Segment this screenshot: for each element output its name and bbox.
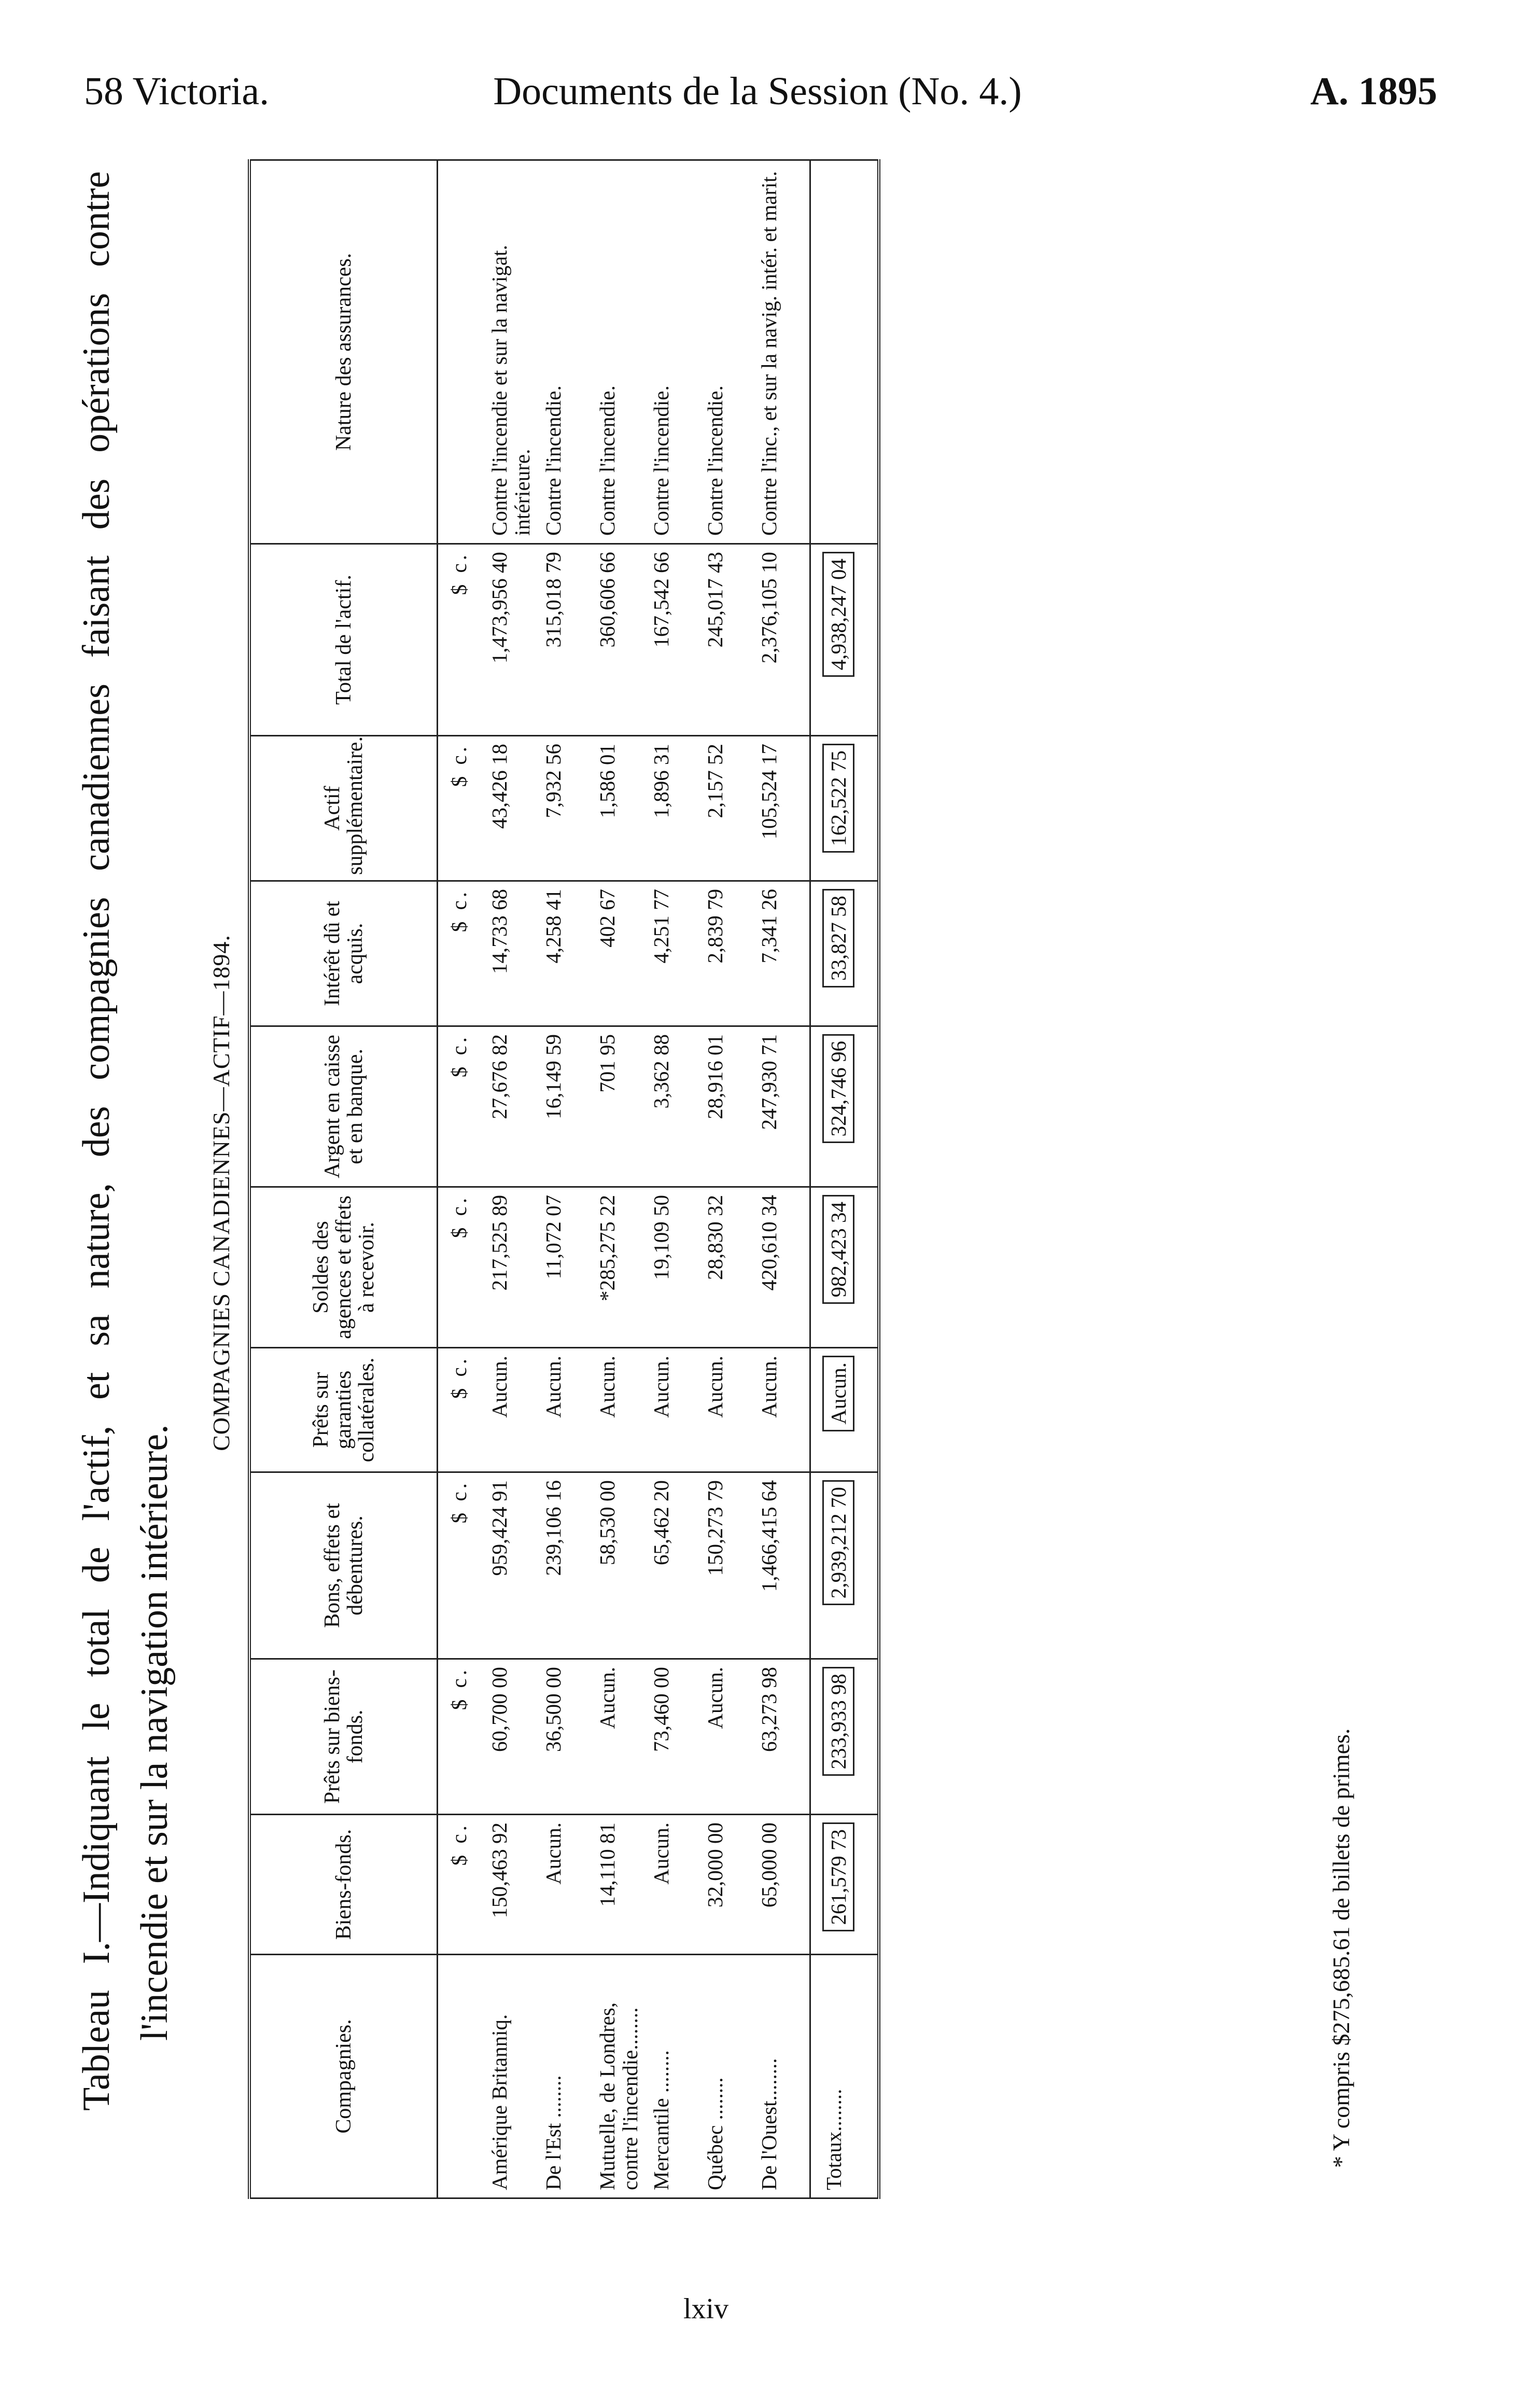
table-row	[594, 160, 648, 2198]
col-header-prets-garanties: Prêts sur garanties collatérales.	[249, 1348, 438, 1472]
title-line-1: Tableau I.—Indiquant le total de l'actif, et sa nature, des compagnies canadiennes faisant des opérations contre	[75, 171, 118, 2111]
total-interet	[810, 881, 875, 1026]
units-cell: $ c.	[438, 1815, 486, 1955]
total-value: 324,746 96	[822, 1034, 854, 1144]
cell-biens-fonds: 14,110 81	[594, 1815, 648, 1955]
cell-biens-fonds: Aucun.	[648, 1815, 702, 1955]
cell-prets-biens-fonds: 63,273 98	[755, 1659, 810, 1815]
rule-cell	[874, 881, 879, 1026]
cell-actif-supplementaire: 2,157 52	[702, 736, 755, 881]
cell-argent-caisse: 701 95	[594, 1026, 648, 1187]
cell-nature: Contre l'incendie et sur la navigat. intérieure.	[486, 160, 540, 544]
company-name: Mutuelle, de Londres, contre l'incendie........	[594, 1955, 648, 2198]
rule-cell	[874, 1955, 879, 2198]
cell-actif-supplementaire: 7,932 56	[540, 736, 594, 881]
col-header-compagnies: Compagnies.	[249, 1955, 438, 2198]
cell-argent-caisse: 247,930 71	[755, 1026, 810, 1187]
totals-label: Totaux........	[810, 1955, 875, 2198]
total-prets-biens-fonds	[810, 1659, 875, 1815]
cell-prets-biens-fonds: Aucun.	[702, 1659, 755, 1815]
total-total-actif	[810, 544, 875, 736]
total-value: 4,938,247 04	[822, 552, 854, 677]
total-argent-caisse	[810, 1026, 875, 1187]
cell-nature: Contre l'inc., et sur la navig. intér. et marit.	[755, 160, 810, 544]
cell-prets-biens-fonds: Aucun.	[594, 1659, 648, 1815]
cell-prets-garanties: Aucun.	[648, 1348, 702, 1472]
cell-total-actif: 167,542 66	[648, 544, 702, 736]
total-biens-fonds	[810, 1815, 875, 1955]
rule-cell	[874, 160, 879, 544]
company-name: De l'Ouest........	[755, 1955, 810, 2198]
company-name: De l'Est ........	[540, 1955, 594, 2198]
cell-bons-effets: 58,530 00	[594, 1472, 648, 1659]
cell-soldes-agences: 19,109 50	[648, 1187, 702, 1348]
cell-bons-effets: 1,466,415 64	[755, 1472, 810, 1659]
table-row	[702, 160, 755, 2198]
col-header-soldes-agences: Soldes des agences et effets à recevoir.	[249, 1187, 438, 1348]
cell-argent-caisse: 28,916 01	[702, 1026, 755, 1187]
cell-total-actif: 360,606 66	[594, 544, 648, 736]
cell-nature: Contre l'incendie.	[702, 160, 755, 544]
cell-interet: 4,258 41	[540, 881, 594, 1026]
company-name: Amérique Britanniq.	[486, 1955, 540, 2198]
cell-interet: 4,251 77	[648, 881, 702, 1026]
units-cell: $ c.	[438, 736, 486, 881]
units-cell: $ c.	[438, 1472, 486, 1659]
rule-cell	[874, 1815, 879, 1955]
table-subtitle: COMPAGNIES CANADIENNES—ACTIF—1894.	[208, 935, 234, 1451]
units-cell-blank	[438, 1955, 486, 2198]
total-value: Aucun.	[822, 1356, 854, 1431]
rule-cell	[874, 1187, 879, 1348]
page-number: lxiv	[683, 2293, 729, 2325]
units-row	[438, 160, 486, 2198]
cell-bons-effets: 959,424 91	[486, 1472, 540, 1659]
cell-bons-effets: 150,273 79	[702, 1472, 755, 1659]
col-header-interet: Intérêt dû et acquis.	[249, 881, 438, 1026]
cell-biens-fonds: Aucun.	[540, 1815, 594, 1955]
cell-nature: Contre l'incendie.	[648, 160, 702, 544]
total-bons-effets	[810, 1472, 875, 1659]
cell-biens-fonds: 150,463 92	[486, 1815, 540, 1955]
cell-biens-fonds: 32,000 00	[702, 1815, 755, 1955]
header-left: 58 Victoria.	[84, 69, 270, 113]
cell-soldes-agences: 28,830 32	[702, 1187, 755, 1348]
total-nature-blank	[810, 160, 875, 544]
units-cell: $ c.	[438, 1348, 486, 1472]
rule-cell	[874, 736, 879, 881]
cell-prets-garanties: Aucun.	[702, 1348, 755, 1472]
cell-actif-supplementaire: 1,896 31	[648, 736, 702, 881]
cell-prets-garanties: Aucun.	[486, 1348, 540, 1472]
total-value: 33,827 58	[822, 889, 854, 987]
cell-argent-caisse: 27,676 82	[486, 1026, 540, 1187]
cell-argent-caisse: 16,149 59	[540, 1026, 594, 1187]
units-cell: $ c.	[438, 1026, 486, 1187]
col-header-argent-caisse: Argent en caisse et en banque.	[249, 1026, 438, 1187]
units-cell-blank	[438, 160, 486, 544]
cell-total-actif: 315,018 79	[540, 544, 594, 736]
rule-cell	[874, 1348, 879, 1472]
company-name: Québec ........	[702, 1955, 755, 2198]
col-header-biens-fonds: Biens-fonds.	[249, 1815, 438, 1955]
company-name: Mercantile ........	[648, 1955, 702, 2198]
header-right: A. 1895	[1310, 69, 1437, 113]
cell-interet: 7,341 26	[755, 881, 810, 1026]
cell-bons-effets: 239,106 16	[540, 1472, 594, 1659]
cell-interet: 402 67	[594, 881, 648, 1026]
cell-actif-supplementaire: 1,586 01	[594, 736, 648, 881]
rotated-table-page	[52, 156, 1400, 2230]
table-title	[67, 171, 184, 2111]
rule-cell	[874, 544, 879, 736]
cell-total-actif: 245,017 43	[702, 544, 755, 736]
cell-soldes-agences: 420,610 34	[755, 1187, 810, 1348]
units-cell: $ c.	[438, 1659, 486, 1815]
title-line-2: l'incendie et sur la navigation intérieure.	[133, 1424, 176, 2041]
footnote: * Y compris $275,685.61 de billets de primes.	[1328, 1728, 1354, 2168]
cell-prets-biens-fonds: 36,500 00	[540, 1659, 594, 1815]
total-soldes-agences	[810, 1187, 875, 1348]
cell-soldes-agences: 11,072 07	[540, 1187, 594, 1348]
total-prets-garanties	[810, 1348, 875, 1472]
cell-interet: 14,733 68	[486, 881, 540, 1026]
table-row	[486, 160, 540, 2198]
rule-cell	[874, 1026, 879, 1187]
col-header-actif-supplementaire: Actif supplémentaire.	[249, 736, 438, 881]
cell-argent-caisse: 3,362 88	[648, 1026, 702, 1187]
cell-total-actif: 1,473,956 40	[486, 544, 540, 736]
col-header-total-actif: Total de l'actif.	[249, 544, 438, 736]
total-actif-supplementaire	[810, 736, 875, 881]
total-value: 982,423 34	[822, 1195, 854, 1304]
total-value: 233,933 98	[822, 1667, 854, 1776]
rule-cell	[874, 1472, 879, 1659]
cell-prets-garanties: Aucun.	[540, 1348, 594, 1472]
assets-table	[248, 159, 880, 2199]
cell-prets-biens-fonds: 60,700 00	[486, 1659, 540, 1815]
table-row	[755, 160, 810, 2198]
table-row	[540, 160, 594, 2198]
header-center: Documents de la Session (No. 4.)	[493, 69, 1022, 113]
cell-actif-supplementaire: 105,524 17	[755, 736, 810, 881]
cell-prets-biens-fonds: 73,460 00	[648, 1659, 702, 1815]
total-value: 162,522 75	[822, 744, 854, 853]
cell-soldes-agences: *285,275 22	[594, 1187, 648, 1348]
col-header-bons-effets: Bons, effets et débentures.	[249, 1472, 438, 1659]
col-header-prets-biens-fonds: Prêts sur biens-fonds.	[249, 1659, 438, 1815]
total-value: 2,939,212 70	[822, 1480, 854, 1605]
cell-bons-effets: 65,462 20	[648, 1472, 702, 1659]
cell-prets-garanties: Aucun.	[755, 1348, 810, 1472]
cell-nature: Contre l'incendie.	[540, 160, 594, 544]
table-header-row	[249, 160, 438, 2198]
cell-interet: 2,839 79	[702, 881, 755, 1026]
col-header-nature: Nature des assurances.	[249, 160, 438, 544]
units-cell: $ c.	[438, 1187, 486, 1348]
table-bottom-rule	[874, 160, 879, 2198]
totals-row	[810, 160, 875, 2198]
units-cell: $ c.	[438, 544, 486, 736]
rule-cell	[874, 1659, 879, 1815]
cell-prets-garanties: Aucun.	[594, 1348, 648, 1472]
total-value: 261,579 73	[822, 1822, 854, 1932]
cell-total-actif: 2,376,105 10	[755, 544, 810, 736]
units-cell: $ c.	[438, 881, 486, 1026]
cell-soldes-agences: 217,525 89	[486, 1187, 540, 1348]
cell-actif-supplementaire: 43,426 18	[486, 736, 540, 881]
table-row	[648, 160, 702, 2198]
cell-nature: Contre l'incendie.	[594, 160, 648, 544]
cell-biens-fonds: 65,000 00	[755, 1815, 810, 1955]
